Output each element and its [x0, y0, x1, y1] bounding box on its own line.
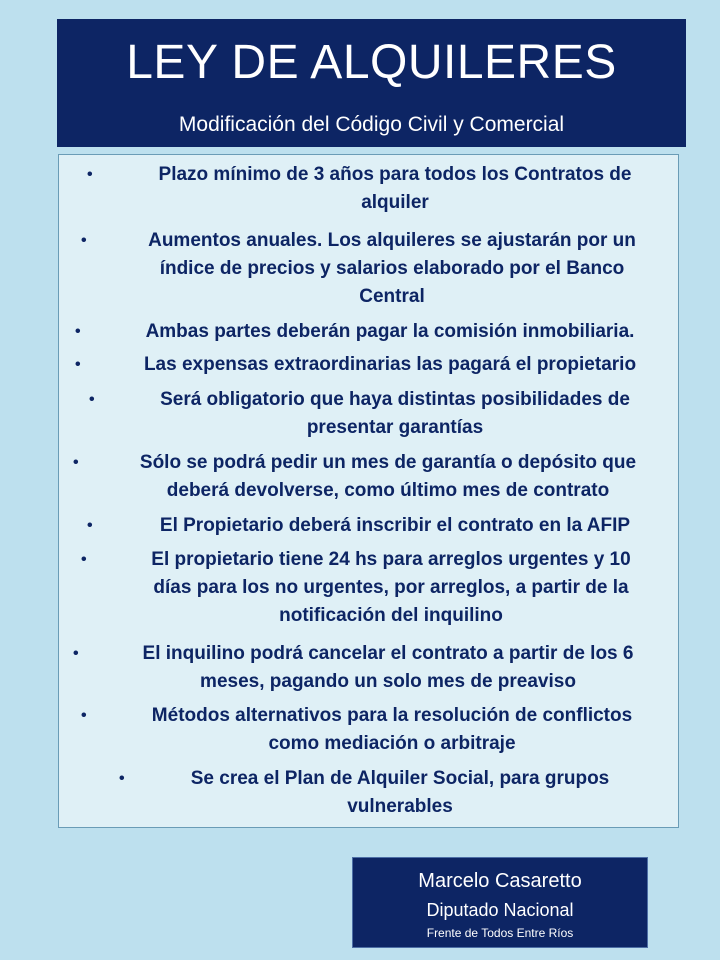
list-item-line: días para los no urgentes, por arreglos, a partir de la	[153, 577, 629, 598]
list-item-line: Se crea el Plan de Alquiler Social, para grupos	[190, 768, 610, 789]
list-item-line: Métodos alternativos para la resolución de conflictos	[151, 705, 633, 726]
list-item-line: Ambas partes deberán pagar la comisión inmobiliaria.	[145, 321, 635, 342]
bullet-icon: •	[81, 232, 87, 249]
list-item-line: Plazo mínimo de 3 años para todos los Contratos de	[158, 164, 632, 185]
signature-name: Marcelo Casaretto	[418, 870, 582, 892]
list-item-line: presentar garantías	[306, 417, 484, 438]
list-item-text	[113, 227, 671, 311]
bullet-icon: •	[81, 551, 87, 568]
bullet-icon: •	[89, 391, 95, 408]
signature-front: Frente de Todos Entre Ríos	[426, 926, 574, 940]
list-item-text	[119, 512, 671, 540]
bullet-icon: •	[87, 166, 93, 183]
list-item-text	[109, 318, 671, 346]
list-item-line: El propietario tiene 24 hs para arreglos urgentes y 10	[151, 549, 631, 570]
list-item-line: notificación del inquilino	[279, 605, 503, 626]
list-item-line: Aumentos anuales. Los alquileres se ajustarán por un	[148, 230, 636, 251]
list-item-text	[105, 640, 671, 696]
list-item-line: El inquilino podrá cancelar el contrato a partir de los 6	[142, 643, 634, 664]
list-item-line: deberá devolverse, como último mes de contrato	[166, 480, 610, 501]
list-item-line: vulnerables	[347, 796, 453, 817]
list-item-line: alquiler	[361, 192, 429, 213]
bullet-icon: •	[87, 517, 93, 534]
list-item-line: Será obligatorio que haya distintas posibilidades de	[160, 389, 630, 410]
content-panel	[58, 154, 679, 828]
list-item-line: índice de precios y salarios elaborado por el Banco	[159, 258, 625, 279]
bullet-icon: •	[73, 645, 79, 662]
bullet-icon: •	[81, 707, 87, 724]
title-banner	[57, 19, 686, 147]
list-item-text	[109, 351, 671, 379]
list-item-text	[149, 765, 651, 821]
list-item-text	[105, 449, 671, 505]
bullet-icon: •	[119, 770, 125, 787]
list-item-line: Central	[359, 286, 425, 307]
list-item-text	[119, 161, 671, 217]
bullet-icon: •	[73, 454, 79, 471]
signature-role: Diputado Nacional	[426, 900, 574, 920]
list-item-line: Las expensas extraordinarias las pagará el propietario	[143, 354, 637, 375]
list-item-text	[119, 386, 671, 442]
list-item-line: El Propietario deberá inscribir el contrato en la AFIP	[159, 515, 631, 536]
list-item-line: como mediación o arbitraje	[268, 733, 516, 754]
page-subtitle: Modificación del Código Civil y Comercial	[178, 113, 565, 136]
list-item-text	[113, 702, 671, 758]
list-item-text	[111, 546, 671, 630]
signature-box	[352, 857, 648, 948]
page-title: LEY DE ALQUILERES	[126, 36, 617, 89]
bullet-icon: •	[75, 356, 81, 373]
list-item-line: Sólo se podrá pedir un mes de garantía o depósito que	[139, 452, 637, 473]
list-item-line: meses, pagando un solo mes de preaviso	[200, 671, 576, 692]
bullet-icon: •	[75, 323, 81, 340]
